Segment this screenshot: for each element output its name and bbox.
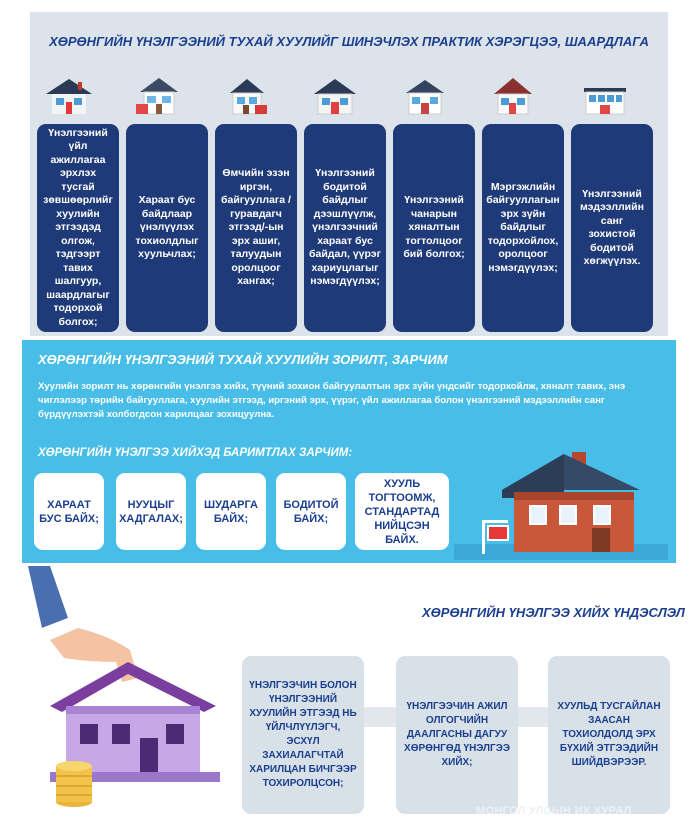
house-icon bbox=[578, 76, 632, 116]
need-card-3: Өмчийн эзэн иргэн, байгууллага /гуравдагч этгээд/-ын эрх ашиг, талуудын оролцоог хангах; bbox=[215, 124, 297, 332]
section-goals-principles bbox=[22, 340, 676, 563]
house-icon bbox=[132, 76, 186, 116]
hand-house-coins-illustration bbox=[20, 566, 234, 830]
section1-title: ХӨРӨНГИЙН ҮНЭЛГЭЭНИЙ ТУХАЙ ХУУЛИЙГ ШИНЭЧЛЭХ ПРАКТИК ХЭРЭГЦЭЭ, ШААРДЛАГА bbox=[49, 34, 649, 49]
house-icon bbox=[308, 76, 362, 116]
house-icon bbox=[486, 76, 540, 116]
need-card-7: Үнэлгээний мэдээллийн санг зохистой бодитой хөгжүүлэх. bbox=[571, 124, 653, 332]
need-card-5: Үнэлгээний чанарын хяналтын тогтолцоог бий болгох; bbox=[393, 124, 475, 332]
house-icon bbox=[42, 76, 96, 116]
principles-heading: ХӨРӨНГИЙН ҮНЭЛГЭЭ ХИЙХЭД БАРИМТЛАХ ЗАРЧИМ: bbox=[38, 447, 353, 459]
need-card-6: Мэргэжлийн байгууллагын эрх зүйн байдлыг тодорхойлох, оролцоог нэмэгдүүлэх; bbox=[482, 124, 564, 332]
section3-title: ХӨРӨНГИЙН ҮНЭЛГЭЭ ХИЙХ ҮНДЭСЛЭЛ bbox=[422, 605, 685, 620]
principle-card-2: НУУЦЫГ ХАДГАЛАХ; bbox=[116, 473, 186, 550]
principle-card-5: ХУУЛЬ ТОГТООМЖ, СТАНДАРТАД НИЙЦСЭН БАЙХ. bbox=[355, 473, 449, 550]
principle-card-4: БОДИТОЙ БАЙХ; bbox=[276, 473, 346, 550]
ground-card-1: ҮНЭЛГЭЭЧИН БОЛОН ҮНЭЛГЭЭНИЙ ХУУЛИЙН ЭТГЭЭД НЬ ҮЙЛЧЛҮҮЛЭГЧ, ЭСХҮЛ ЗАХИАЛАГЧТАЙ ХАРИЛЦАН БИЧГЭЭР ТОХИРОЛЦСОН; bbox=[242, 656, 364, 814]
principle-card-1: ХАРААТ БУС БАЙХ; bbox=[34, 473, 104, 550]
ground-card-3: ХУУЛЬД ТУСГАЙЛАН ЗААСАН ТОХИОЛДОЛД ЭРХ БҮХИЙ ЭТГЭЭДИЙН ШИЙДВЭРЭЭР. bbox=[548, 656, 670, 814]
need-card-4: Үнэлгээний бодитой байдлыг дээшлүүлж, үнэлгээчний хараат бус байдал, үүрэг хариуцлагыг нэмэгдүүлэх; bbox=[304, 124, 386, 332]
section-practical-needs bbox=[30, 12, 668, 336]
need-card-1: Үнэлгээний үйл ажиллагаа эрхлэх тусгай зөвшөөрлийг хуулийн этгээдэд олгож, тэдгээрт тавих шалгуур, шаардлагыг тодорхой болгох; bbox=[37, 124, 119, 332]
need-card-2: Хараат бус байдлаар үнэлүүлэх тохиолдлыг хуульчлах; bbox=[126, 124, 208, 332]
watermark-text: МОНГОЛ УЛСЫН ИХ ХУРАЛ bbox=[476, 805, 632, 817]
house-icon bbox=[398, 76, 452, 116]
ground-card-2: ҮНЭЛГЭЭЧИН АЖИЛ ОЛГОГЧИЙН ДААЛГАСНЫ ДАГУУ ХӨРӨНГӨД ҮНЭЛГЭЭ ХИЙХ; bbox=[396, 656, 518, 814]
brick-house-illustration bbox=[454, 440, 668, 560]
principle-card-3: ШУДАРГА БАЙХ; bbox=[196, 473, 266, 550]
section2-title: ХӨРӨНГИЙН ҮНЭЛГЭЭНИЙ ТУХАЙ ХУУЛИЙН ЗОРИЛТ, ЗАРЧИМ bbox=[38, 352, 448, 367]
section2-paragraph: Хуулийн зорилт нь хөрөнгийн үнэлгээ хийх, түүний зохион байгуулалтын эрх зүйн үндсийг тодорхойлж, хяналт тавих, энэ чиглэлээр төрийн байгууллага, хуулийн этгээд, иргэний эрх, үүрэг, үйл ажиллагаа болон үнэлгээний мэдээллийн санг бүрдүүлэхтэй холбогдсон харилцааг зохицуулна. bbox=[38, 381, 626, 420]
house-icon bbox=[220, 76, 274, 116]
